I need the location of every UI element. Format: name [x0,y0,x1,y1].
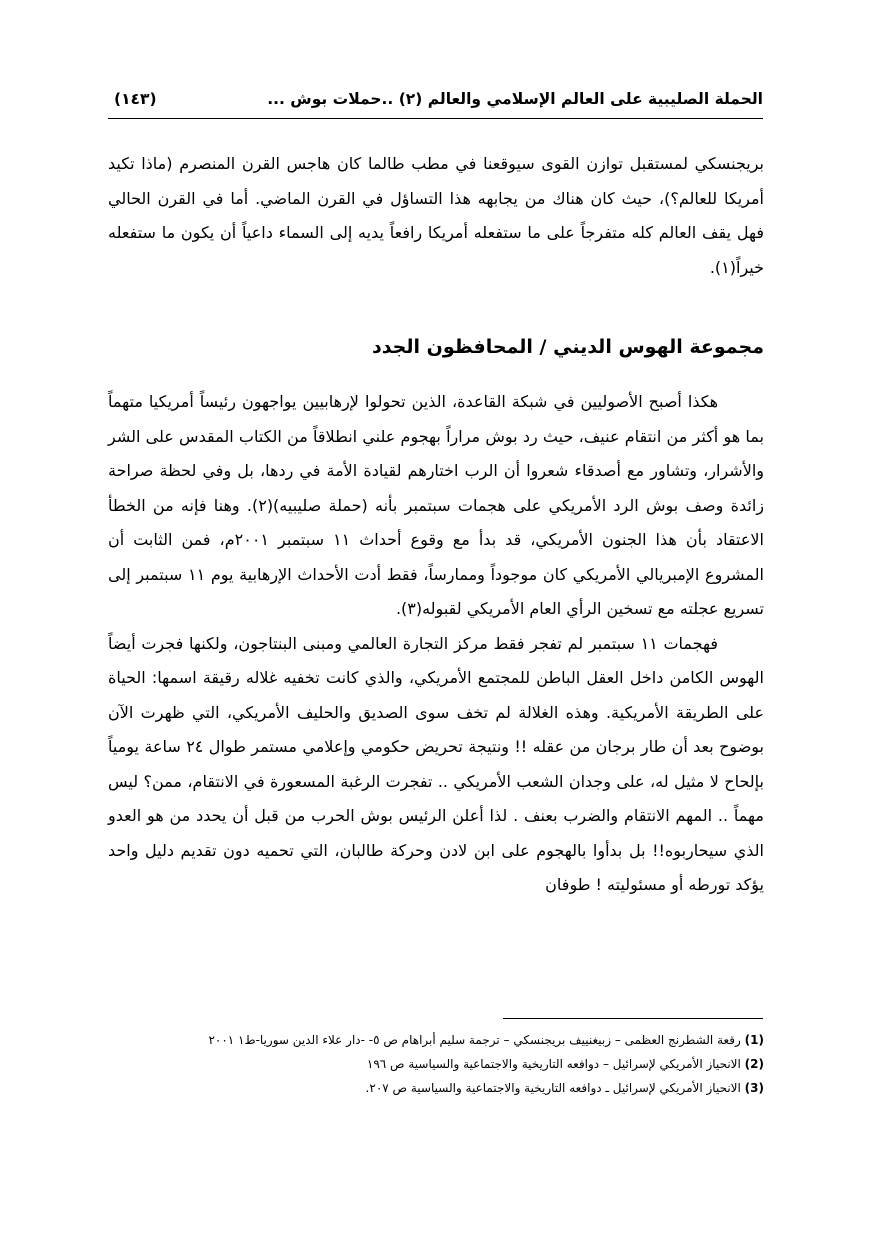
body-section-1 [108,147,764,285]
footnote-divider [503,1018,763,1019]
footnote-mark: (1) [744,1033,764,1047]
footnote-text: الانحياز الأمريكي لإسرائيل ـ دوافعه التاريخية والاجتماعية والسياسية ص ٢٠٧. [365,1081,741,1095]
footnote [108,1052,764,1076]
footnote-mark: (2) [744,1057,764,1071]
page-number: (١٤٣) [114,90,157,108]
paragraph: بريجنسكي لمستقبل توازن القوى سيوقعنا في مطب طالما كان هاجس القرن المنصرم (ماذا تكيد أمريكا للعالم؟)، حيث كان هناك من يجابهه هذا التساؤل في القرن الماضي. أما في القرن الحالي فهل يقف العالم كله متفرجاً على ما ستفعله أمريكا رافعاً يديه إلى السماء داعياً أن يكون ما ستفعله خيراً(١). [108,154,764,277]
paragraph: فهجمات ١١ سبتمبر لم تفجر فقط مركز التجارة العالمي ومبنى البنتاجون، ولكنها فجرت أيضاً الهوس الكامن داخل العقل الباطن للمجتمع الأمريكي، والذي كانت تخفيه غلاله رقيقة اسمها: الحياة على الطريقة الأمريكية. وهذه الغلالة لم تخف سوى الصديق والحليف الأمريكي، التي ظهرت الآن بوضوح بعد أن طار برجان من عقله !! ونتيجة تحريض حكومي وإعلامي مستمر طوال ٢٤ ساعة يومياً بإلحاح لا مثيل له، على وجدان الشعب الأمريكي .. تفجرت الرغبة المسعورة في الانتقام، ممن؟ ليس مهماً .. المهم الانتقام والضرب بعنف . لذا أعلن الرئيس بوش الحرب من قبل أن يحدد من هو العدو الذي سيحاربوه!! بل بدأوا بالهجوم على ابن لادن وحركة طالبان، التي تحميه دون تقديم دليل واحد يؤكد تورطه أو مسئوليته ! طوفان [108,633,765,894]
footnote [108,1028,764,1052]
footnote-mark: (3) [744,1081,764,1095]
section-heading: مجموعة الهوس الديني / المحافظون الجدد [371,336,764,358]
footnote [108,1076,764,1100]
header-divider [108,118,763,119]
footnote-text: الانحياز الأمريكي لإسرائيل – دوافعه التاريخية والاجتماعية والسياسية ص ١٩٦ [366,1057,741,1071]
header-title: الحملة الصليبية على العالم الإسلامي والعالم (٢) ..حملات بوش ... [267,90,763,108]
body-section-2 [108,385,764,903]
footnotes [108,1028,764,1100]
running-header [108,88,763,116]
paragraph: هكذا أصبح الأصوليين في شبكة القاعدة، الذين تحولوا لإرهابيين يواجهون رئيساً أمريكيا متهماً بما هو أكثر من انتقام عنيف، حيث رد بوش مراراً بهجوم علني انطلاقاً من الكتاب المقدس على الشر والأشرار، وتشاور مع أصدقاء شعروا أن الرب اختارهم لقيادة الأمة في ردها، بل وفي لحظة صراحة زائدة وصف بوش الرد الأمريكي على هجمات سبتمبر بأنه (حملة صليبيه)(٢). وهنا فإنه من الخطأ الاعتقاد بأن هذا الجنون الأمريكي، قد بدأ مع وقوع أحداث ١١ سبتمبر ٢٠٠١م، فمن الثابت أن المشروع الإمبريالي الأمريكي كان موجوداً وممارساً، فقط أدت الأحداث الإرهابية يوم ١١ سبتمبر إلى تسريع عجلته مع تسخين الرأي العام الأمريكي لقبوله(٣). [108,392,765,618]
footnote-text: رقعة الشطرنج العظمى – زبيغنييف بريجنسكي – ترجمة سليم أبراهام ص ٥- -دار علاء الدين سوريا-ط١ ٢٠٠١ [208,1033,741,1047]
